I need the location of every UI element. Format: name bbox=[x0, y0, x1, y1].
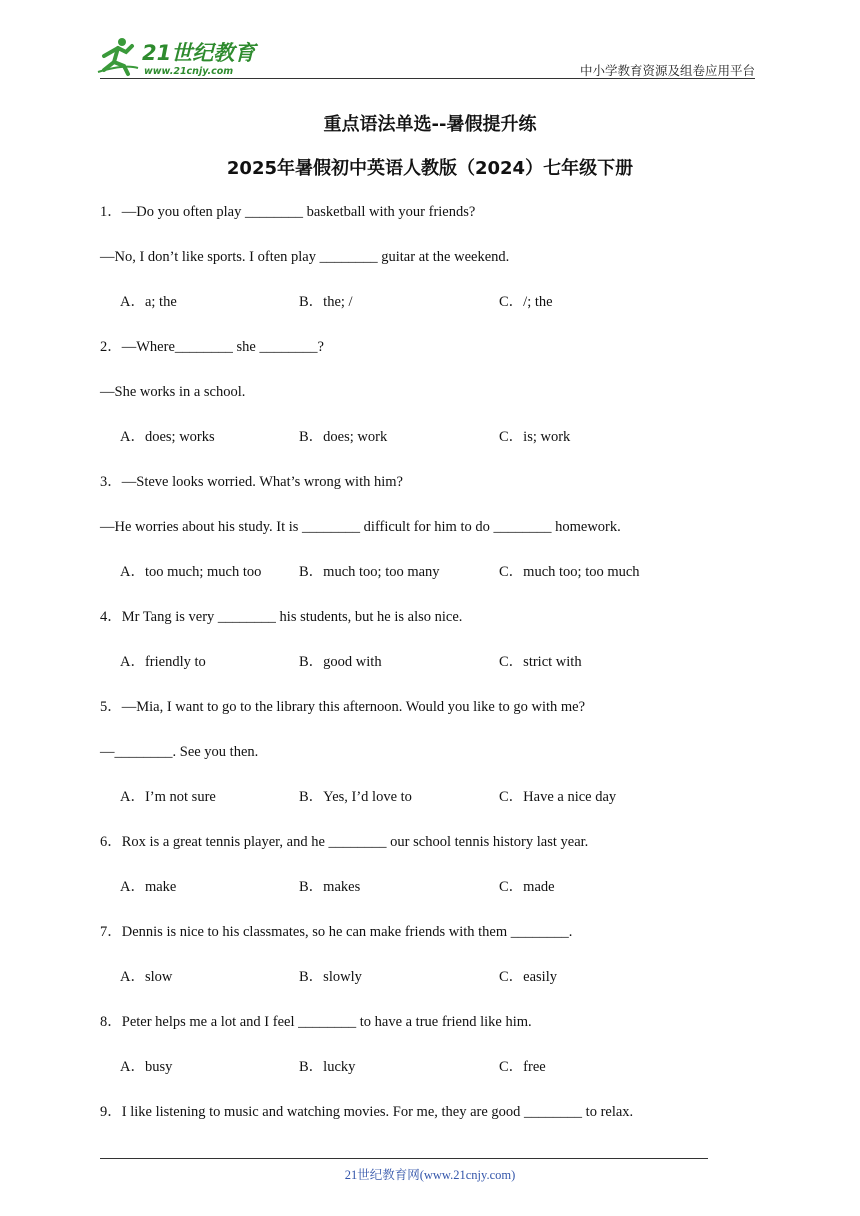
option-a: A．a; the bbox=[120, 294, 177, 310]
logo-url: www.21cnjy.com bbox=[144, 66, 234, 77]
logo-text: 21世纪教育 bbox=[142, 41, 256, 65]
question-line: 4．Mr Tang is very ________ his students, but he is also nice. bbox=[100, 609, 463, 625]
option-b: B．makes bbox=[299, 879, 361, 895]
question-line: 9．I like listening to music and watching movies. For me, they are good ________ to relax. bbox=[100, 1104, 634, 1120]
footer-text: 21世纪教育网(www.21cnjy.com) bbox=[344, 1168, 516, 1182]
question-line: 8．Peter helps me a lot and I feel ________ to have a true friend like him. bbox=[100, 1014, 532, 1030]
option-c: C．strict with bbox=[499, 654, 582, 670]
option-c: C．is; work bbox=[499, 429, 571, 445]
option-a: A．slow bbox=[120, 969, 173, 985]
option-b: B．Yes, I’d love to bbox=[299, 789, 412, 805]
question-line: 5．—Mia, I want to go to the library this afternoon. Would you like to go with me? bbox=[100, 699, 586, 715]
option-c: C．easily bbox=[499, 969, 557, 985]
option-c: C．Have a nice day bbox=[499, 789, 617, 805]
option-c: C．much too; too much bbox=[499, 564, 640, 580]
option-a: A．too much; much too bbox=[120, 564, 262, 580]
option-b: B．lucky bbox=[299, 1059, 356, 1075]
option-a: A．I’m not sure bbox=[120, 789, 216, 805]
question-line: —She works in a school. bbox=[100, 384, 246, 400]
question-line: —He worries about his study. It is ________ difficult for him to do ________ homework. bbox=[100, 519, 621, 535]
question-line: 3．—Steve looks worried. What’s wrong with him? bbox=[100, 474, 403, 490]
option-a: A．does; works bbox=[120, 429, 215, 445]
option-c: C．/; the bbox=[499, 294, 553, 310]
option-a: A．busy bbox=[120, 1059, 173, 1075]
question-line: —No, I don’t like sports. I often play ________ guitar at the weekend. bbox=[100, 249, 510, 265]
option-a: A．make bbox=[120, 879, 177, 895]
option-b: B．good with bbox=[299, 654, 382, 670]
question-line: 7．Dennis is nice to his classmates, so he can make friends with them ________. bbox=[100, 924, 573, 940]
option-b: B．the; / bbox=[299, 294, 353, 310]
page-title: 重点语法单选--暑假提升练 bbox=[323, 114, 537, 135]
site-logo bbox=[94, 34, 264, 78]
question-line: 2．—Where________ she ________? bbox=[100, 339, 324, 355]
footer-divider bbox=[100, 1158, 708, 1159]
option-a: A．friendly to bbox=[120, 654, 206, 670]
option-b: B．slowly bbox=[299, 969, 362, 985]
option-b: B．much too; too many bbox=[299, 564, 440, 580]
header-divider bbox=[100, 78, 755, 79]
option-c: C．made bbox=[499, 879, 555, 895]
question-line: —________. See you then. bbox=[100, 744, 259, 760]
option-c: C．free bbox=[499, 1059, 546, 1075]
question-line: 1．—Do you often play ________ basketball with your friends? bbox=[100, 204, 476, 220]
question-line: 6．Rox is a great tennis player, and he ________ our school tennis history last year. bbox=[100, 834, 589, 850]
page-subtitle: 2025年暑假初中英语人教版（2024）七年级下册 bbox=[226, 158, 634, 179]
option-b: B．does; work bbox=[299, 429, 388, 445]
header-tagline: 中小学教育资源及组卷应用平台 bbox=[579, 63, 755, 78]
